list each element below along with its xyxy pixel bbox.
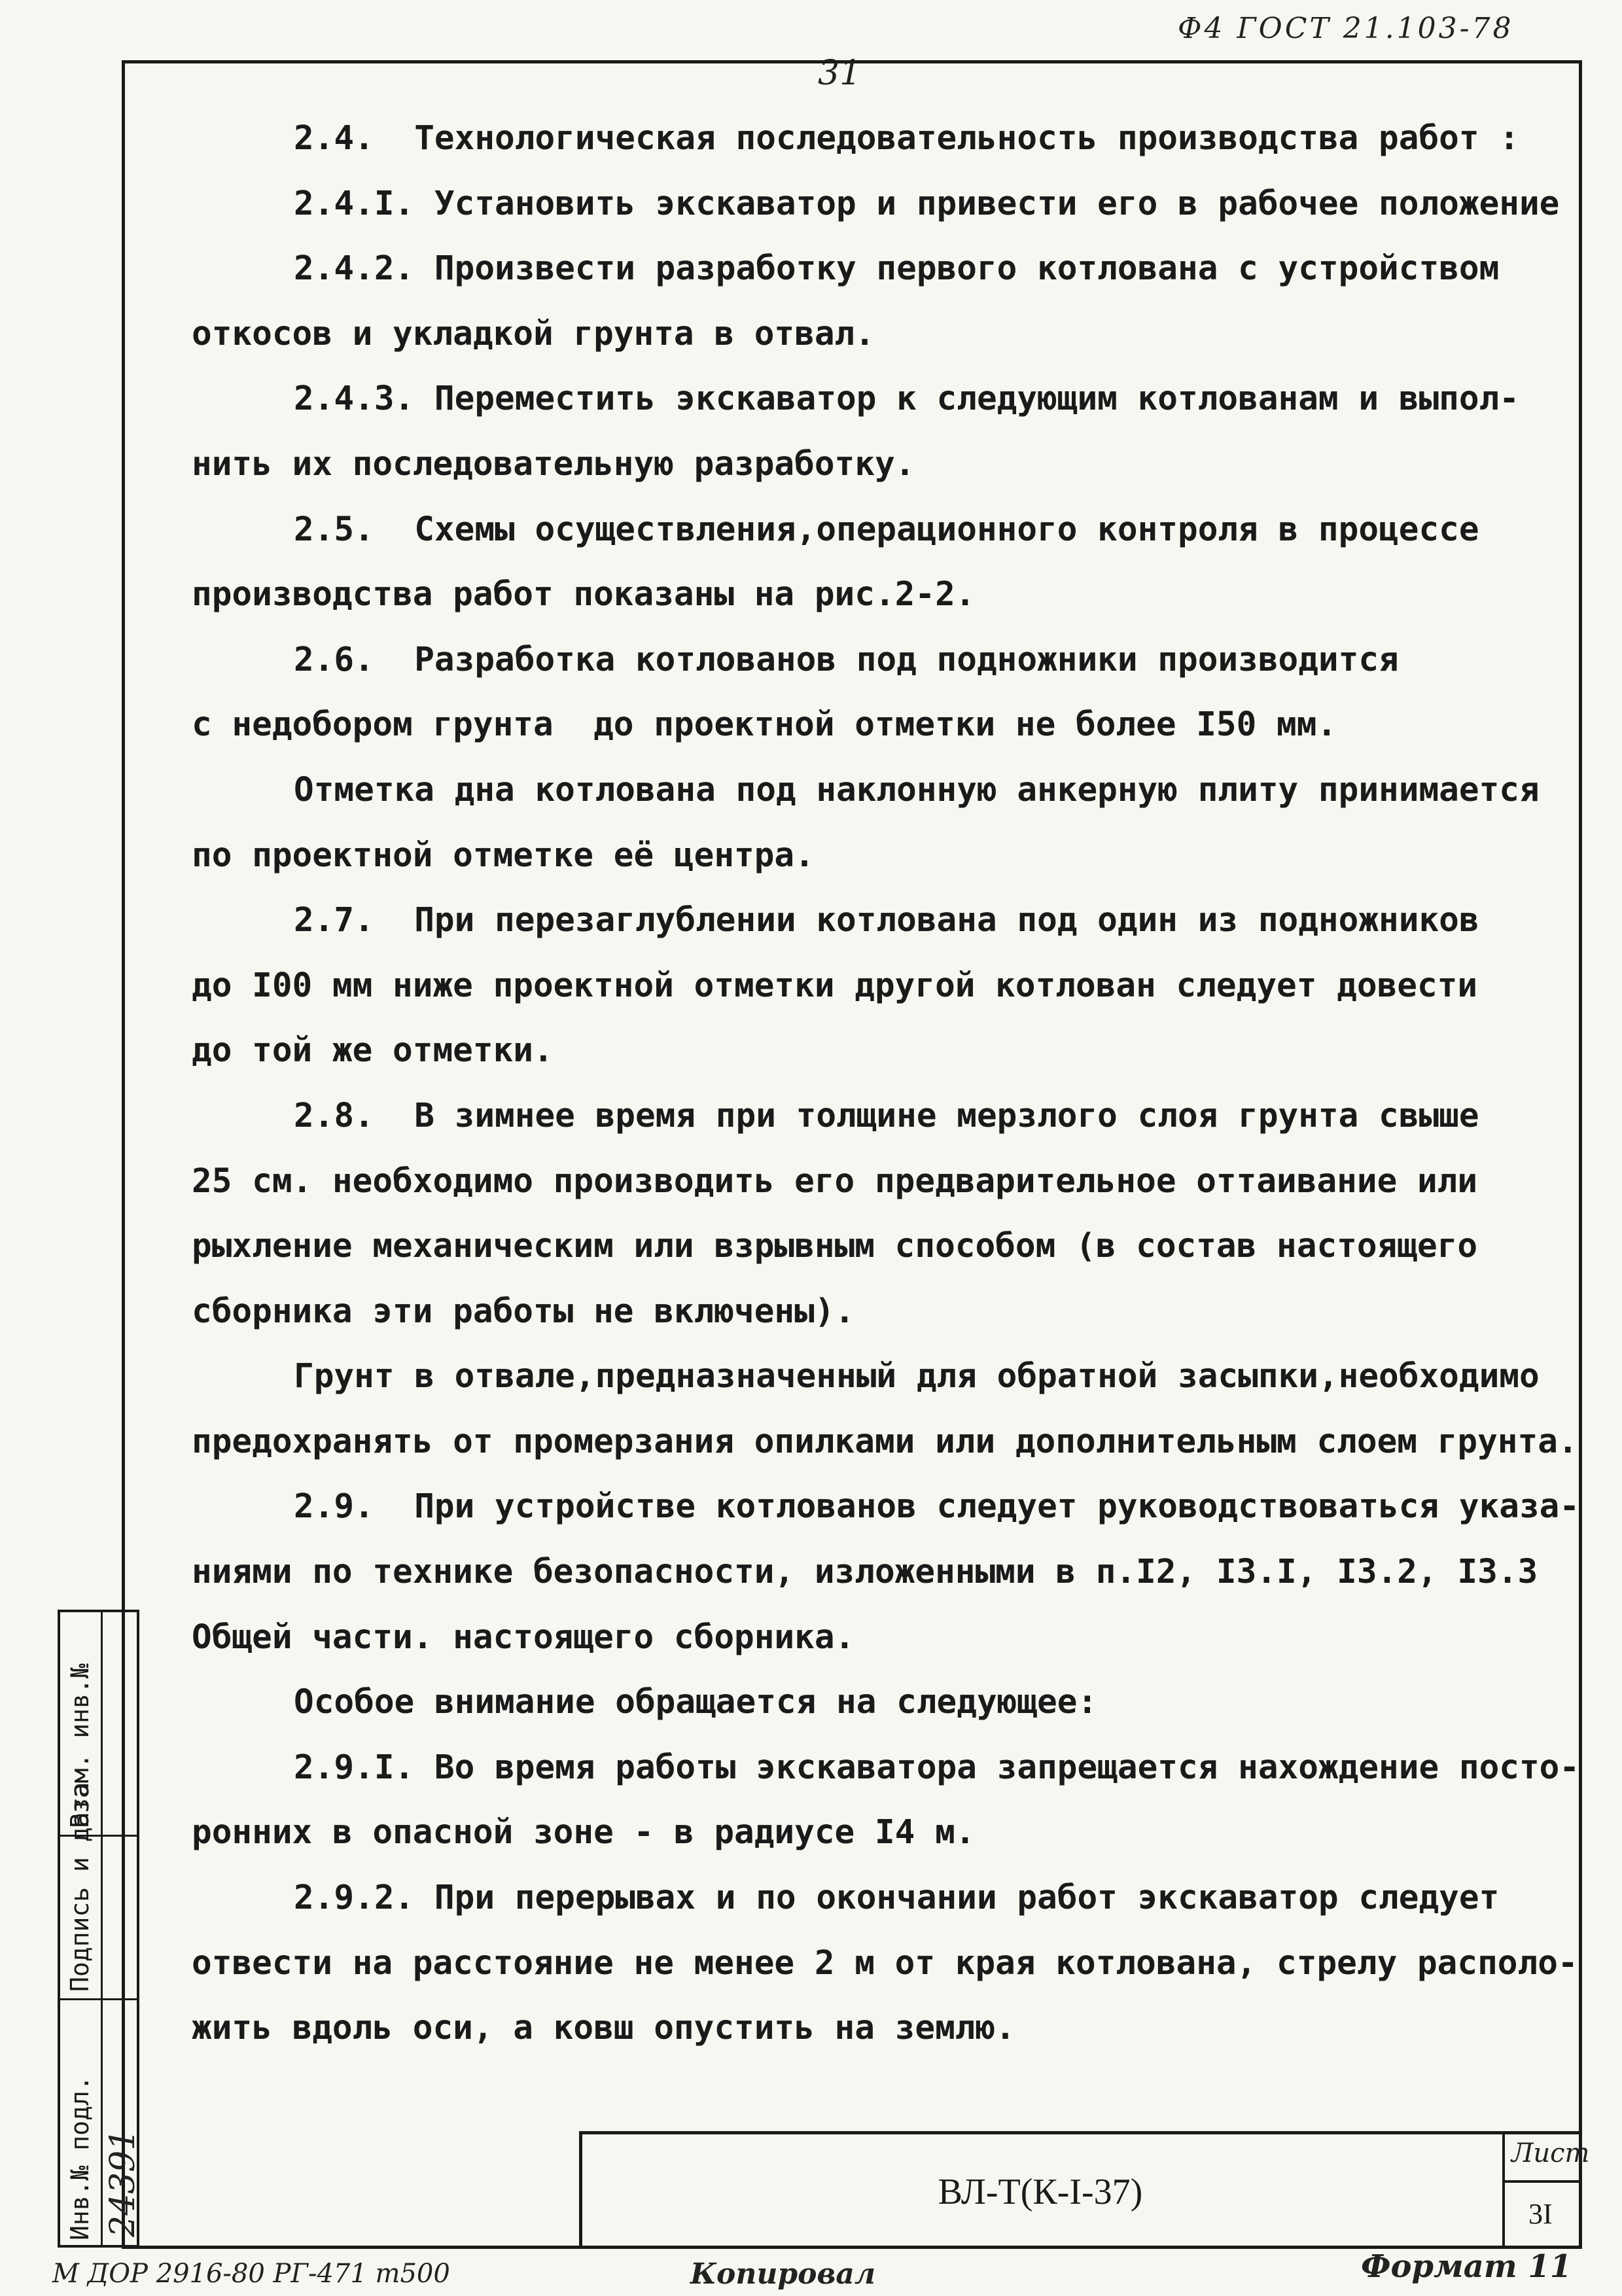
text-line: Отметка дна котлована под наклонную анкерную плиту принимается [294,770,1540,809]
text-line: откосов и укладкой грунта в отвал. [192,314,875,353]
sheet-number: 3I [1528,2198,1553,2230]
text-line: по проектной отметке её центра. [192,836,815,875]
text-line: ронних в опасной зоне - в радиусе I4 м. [192,1813,976,1852]
text-line: 2.8. В зимнее время при толщине мерзлого слоя грунта свыше [294,1096,1479,1135]
vzam-inv-label: Взам. инв.№ [65,1663,94,1828]
text-line: 2.5. Схемы осуществления,операционного контроля в процессе [294,510,1479,549]
text-line: рыхление механическим или взрывным способом (в состав настоящего [192,1227,1478,1266]
inv-podl-label: Инв.№ подл. [65,2075,94,2240]
text-line: 2.7. При перезаглублении котлована под один из подножников [294,901,1479,940]
text-line: до той же отметки. [192,1031,554,1070]
footer-archive-number: М ДОР 2916-80 РГ-471 т500 [52,2259,450,2289]
text-line: Грунт в отвале,предназначенный для обратной засыпки,необходимо [294,1357,1540,1396]
text-line: с недобором грунта до проектной отметки не более I50 мм. [192,705,1337,745]
text-line: предохранять от промерзания опилками или дополнительным слоем грунта. [192,1422,1578,1461]
signature-date-label: Подпись и дата [65,1782,94,1992]
inv-podl-value: 24391 [103,2128,143,2237]
text-line: 2.9.2. При перерывах и по окончании работ экскаватор следует [294,1879,1500,1918]
text-line: Общей части. настоящего сборника. [192,1617,855,1657]
sheet-label: Лист [1511,2138,1590,2168]
text-line: отвести на расстояние не менее 2 м от края котлована, стрелу располо- [192,1943,1578,1983]
sheet-cell [1502,2134,1590,2249]
title-block [579,2131,1590,2249]
text-line: 2.9.I. Во время работы экскаватора запрещается нахождение посто- [294,1748,1580,1787]
text-line: до I00 мм ниже проектной отметки другой котлован следует довести [192,966,1478,1005]
text-line: нить их последовательную разработку. [192,444,915,484]
text-line: 2.4. Технологическая последовательность производства работ : [294,119,1519,158]
text-line: 2.9. При устройстве котлованов следует руководствоваться указа- [294,1487,1580,1527]
text-line: 2.4.2. Произвести разработку первого котлована с устройством [294,249,1500,289]
document-body [192,106,1598,2061]
footer-format: Формат 11 [1361,2248,1572,2285]
text-line: ниями по технике безопасности, изложенными в п.I2, I3.I, I3.2, I3.3 [192,1553,1538,1592]
text-line: 2.4.3. Переместить экскаватор к следующим котлованам и выпол- [294,380,1519,419]
document-code-header: Ф4 ГОСТ 21.103-78 [1178,12,1514,45]
page-number: 31 [818,54,862,93]
side-stamp [58,1610,143,2248]
footer-copied-by: Копировал [690,2257,876,2291]
text-line: сборника эти работы не включены). [192,1292,855,1331]
text-line: жить вдоль оси, а ковш опустить на землю. [192,2009,1015,2048]
text-line: 2.6. Разработка котлованов под подножники производится [294,640,1399,679]
text-line: производства работ показаны на рис.2-2. [192,575,976,614]
text-line: 2.4.I. Установить экскаватор и привести его в рабочее положение [294,184,1560,223]
text-line: 25 см. необходимо производить его предварительное оттаивание или [192,1161,1478,1201]
document-designation: ВЛ-Т(К-I-37) [938,2171,1143,2212]
text-line: Особое внимание обращается на следующее: [294,1683,1098,1722]
